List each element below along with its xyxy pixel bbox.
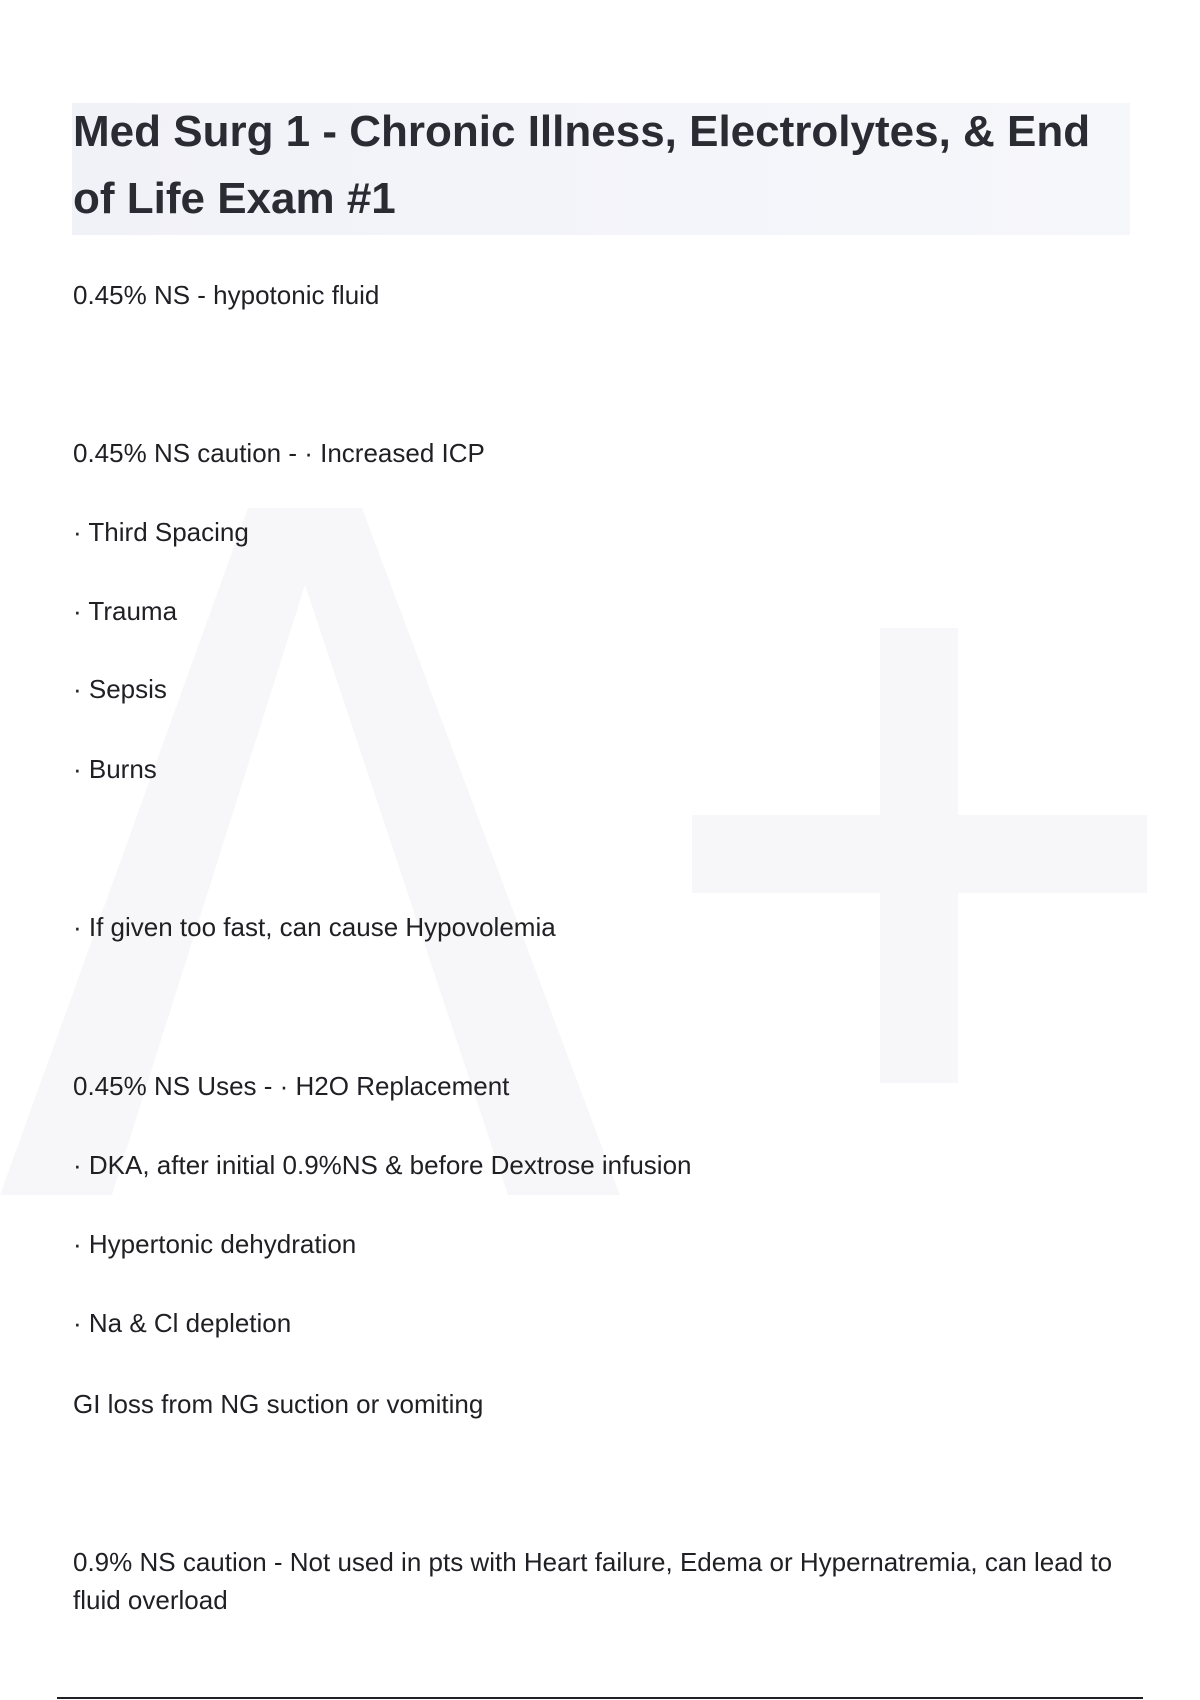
document-title: Med Surg 1 - Chronic Illness, Electrolytes, & End of Life Exam #1 [73, 107, 1091, 223]
note-line: · Trauma [73, 596, 178, 626]
note-line: 0.45% NS Uses - · H2O Replacement [73, 1071, 510, 1101]
note-line: · DKA, after initial 0.9%NS & before Dextrose infusion [73, 1150, 692, 1180]
note-line: · Sepsis [73, 674, 167, 704]
note-line: · Na & Cl depletion [73, 1308, 292, 1338]
page-divider [57, 1697, 1143, 1699]
note-line: · Burns [73, 754, 157, 784]
note-line: · Hypertonic dehydration [73, 1229, 357, 1259]
note-line: GI loss from NG suction or vomiting [73, 1389, 484, 1419]
note-line: · If given too fast, can cause Hypovolemia [73, 912, 556, 942]
note-line: 0.45% NS caution - · Increased ICP [73, 438, 485, 468]
note-line: 0.45% NS - hypotonic fluid [73, 280, 380, 310]
note-line: · Third Spacing [73, 517, 249, 547]
note-line: 0.9% NS caution - Not used in pts with Heart failure, Edema or Hypernatremia, can lead to fluid overload [73, 1547, 1113, 1615]
